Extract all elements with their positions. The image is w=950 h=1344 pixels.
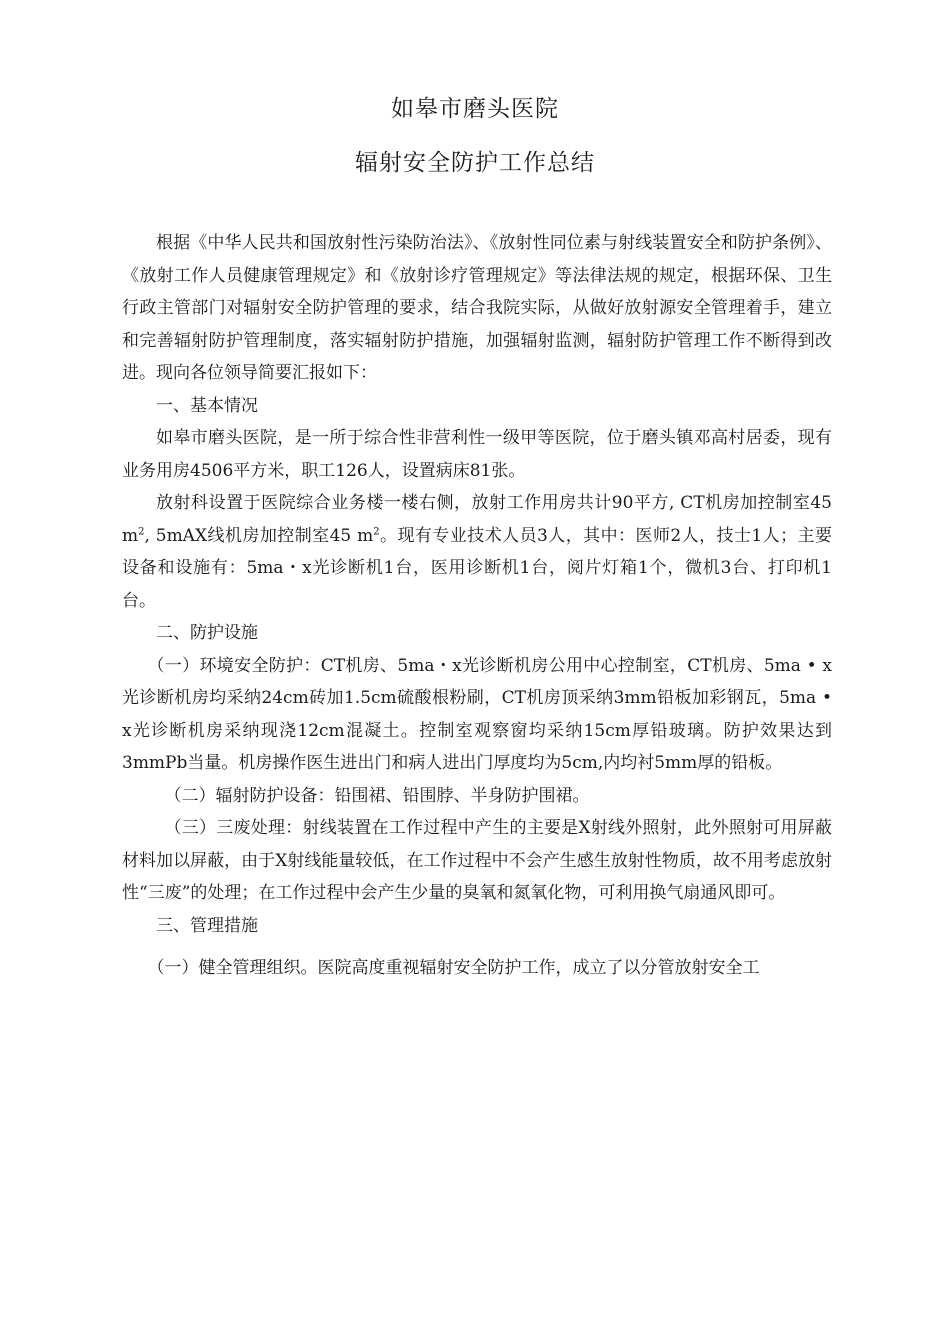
text-run: 放射科设置于医院综合业务楼一楼右侧，放射工作用房共计90平方, CT机房加控制室45 m xyxy=(122,493,832,546)
paragraph-management-organization: （一）健全管理组织。医院高度重视辐射安全防护工作，成立了以分管放射安全工 xyxy=(147,958,760,978)
document-title-summary: 辐射安全防护工作总结 xyxy=(355,150,595,176)
paragraph-waste-treatment: （三）三废处理：射线装置在工作过程中产生的主要是X射线外照射，此外照射可用屏蔽材料加以屏蔽，由于X射线能量较低，在工作过程中不会产生感生放射性物质，故不用考虑放射性“三废”的处理；在工作过程中会产生少量的臭氧和氮氧化物，可利用换气扇通风即可。 xyxy=(122,818,832,903)
text-run: 。现有专业技术人员3人，其中：医师2人，技士1人；主要设备和设施有：5ma・x光诊断机1台，医用诊断机1台，阅片灯箱1个，微机3台、打印机1台。 xyxy=(122,525,833,611)
paragraph-basic-2 xyxy=(122,487,832,617)
text-run: , 5mAX线机房加控制室45 m xyxy=(144,525,374,546)
superscript: 2 xyxy=(138,525,145,537)
section-heading-management: 三、管理措施 xyxy=(156,915,258,936)
superscript: 2 xyxy=(373,525,380,537)
paragraph-intro: 根据《中华人民共和国放射性污染防治法》、《放射性同位素与射线装置安全和防护条例》、《放射工作人员健康管理规定》和《放射诊疗管理规定》等法律法规的规定，根据环保、卫生行政主管部门对辐射安全防护管理的要求，结合我院实际，从做好放射源安全管理着手，建立和完善辐射防护管理制度，落实辐射防护措施，加强辐射监测，辐射防护管理工作不断得到改进。现向各位领导简要汇报如下： xyxy=(122,233,832,383)
document-body xyxy=(122,227,832,985)
section-heading-protection: 二、防护设施 xyxy=(156,623,258,643)
paragraph-basic-1: 如皋市磨头医院，是一所于综合性非营利性一级甲等医院，位于磨头镇邓高村居委，现有业务用房4506平方米，职工126人，设置病床81张。 xyxy=(122,428,832,481)
section-heading-basic: 一、基本情况 xyxy=(156,395,258,416)
paragraph-protection-equipment: （二）辐射防护设备：铅围裙、铅围脖、半身防护围裙。 xyxy=(164,785,590,806)
document-title-hospital: 如皋市磨头医院 xyxy=(391,96,559,122)
paragraph-environment-protection: （一）环境安全防护：CT机房、5ma・x光诊断机房公用中心控制室，CT机房、5ma • x光诊断机房均采纳24cm砖加1.5cm硫酸根粉刷，CT机房顶采纳3mm铅板加彩钢瓦，5ma • x光诊断机房采纳现浇12cm混凝土。控制室观察窗均采纳15cm厚铅玻璃。防护效果达到3mmPb当量。机房操作医生进出门和病人进出门厚度均为5cm,内均衬5mm厚的铅板。 xyxy=(122,655,832,773)
